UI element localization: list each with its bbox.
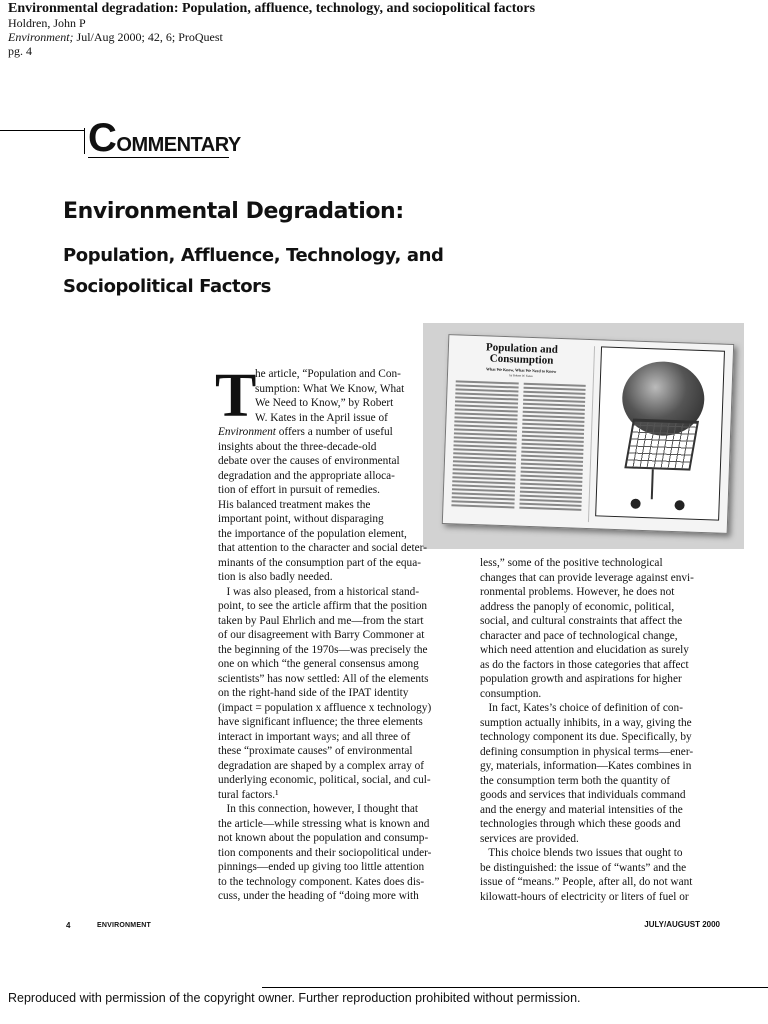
column-two xyxy=(480,556,694,904)
column-one-intro xyxy=(255,367,404,425)
column-one xyxy=(218,425,431,904)
spread-text-column xyxy=(451,380,518,510)
text-line: tion is also badly needed. xyxy=(218,571,333,583)
spread-text-columns xyxy=(451,380,585,512)
text-line: degradation and the appropriate alloca- xyxy=(218,469,395,482)
text-line: he article, “Population and Con- xyxy=(255,368,401,380)
text-line: goods and services that individuals command xyxy=(480,789,686,801)
notice-rule xyxy=(262,987,768,988)
journal-citation xyxy=(8,30,535,44)
issue-info: Jul/Aug 2000; 42, 6; ProQuest xyxy=(76,30,223,44)
page-reference: pg. 4 xyxy=(8,44,32,58)
text-line: tural factors.¹ xyxy=(218,788,279,801)
section-rule-bar xyxy=(84,128,85,154)
spread-byline: by Robert W. Kates xyxy=(509,373,533,379)
spread-gutter xyxy=(588,346,595,522)
text-line: This choice blends two issues that ought to xyxy=(480,847,683,859)
text-line: one on which “the general consensus among xyxy=(218,658,419,670)
text-line: underlying economic, political, social, and cul- xyxy=(218,774,431,786)
text-line: as do the factors in those categories that affect xyxy=(480,658,689,671)
text-line: debate over the causes of environmental xyxy=(218,455,400,467)
globe-cart-illustration xyxy=(595,346,725,520)
text-line: the beginning of the 1970s—was precisely the xyxy=(218,643,428,656)
text-line: In this connection, however, I thought that xyxy=(218,803,419,815)
spread-subtitle: What We Know, What We Need to Know xyxy=(485,366,557,374)
text-line: which need attention and elucidation as surely xyxy=(480,644,689,656)
text-line: population growth and aspirations for higher xyxy=(480,673,682,685)
text-line: the article—while stressing what is known and xyxy=(218,817,430,830)
text-line: taken by Paul Ehrlich and me—from the start xyxy=(218,614,424,627)
spread-text-column xyxy=(519,383,586,513)
text-line: and the energy and material intensities of the xyxy=(480,803,683,816)
text-line: degradation are shaped by a complex array of xyxy=(218,759,425,772)
drop-cap: T xyxy=(215,362,257,430)
text-line: ronmental problems. However, he does not xyxy=(480,586,675,598)
text-line: be distinguished: the issue of “wants” and the xyxy=(480,861,687,874)
text-line: social, and cultural constraints that affect the xyxy=(480,615,683,627)
spread-left-page xyxy=(451,341,587,521)
text-line: technologies through which these goods and xyxy=(480,818,681,830)
text-line: defining consumption in physical terms—ener- xyxy=(480,745,694,758)
text-line: In fact, Kates’s choice of definition of con- xyxy=(480,702,683,714)
text-line: services are provided. xyxy=(480,832,579,845)
cart-wheel xyxy=(674,500,684,510)
text-line: gy, materials, information—Kates combines in xyxy=(480,760,692,772)
author-name: Holdren, John P xyxy=(8,16,86,30)
text-line: of our disagreement with Barry Commoner at xyxy=(218,629,425,641)
text-line: We Need to Know,” by Robert xyxy=(255,397,394,409)
text-line: important point, without disparaging xyxy=(218,513,384,525)
spread-title xyxy=(456,341,587,368)
text-line: have significant influence; the three elements xyxy=(218,716,423,728)
article-subtitle: Population, Affluence, Technology, and Sociopolitical Factors xyxy=(63,245,444,297)
cart-stand xyxy=(651,469,654,499)
section-initial: C xyxy=(88,116,117,160)
text-line: insights about the three-decade-old xyxy=(218,440,377,453)
text-line: on the right-hand side of the IPAT identity xyxy=(218,687,409,699)
text-line: cuss, under the heading of “doing more with xyxy=(218,890,419,902)
text-line: these “proximate causes” of environmental xyxy=(218,745,413,757)
text-line: pinnings—ended up giving too little attention xyxy=(218,861,425,873)
spread-title-line2: Consumption xyxy=(489,352,554,367)
reproduction-notice: Reproduced with permission of the copyright owner. Further reproduction prohibited without permission. xyxy=(8,991,581,1005)
text-line: address the panoply of economic, political, xyxy=(480,600,675,613)
journal-name: Environment; xyxy=(8,30,74,44)
footer-page-number: 4 xyxy=(66,921,71,930)
text-line: (impact = population x affluence x technology) xyxy=(218,701,432,714)
text-line: technology component its due. Specifically, by xyxy=(480,731,692,743)
section-rule xyxy=(0,130,84,131)
text-line: not known about the population and consump- xyxy=(218,832,429,844)
text-line: to the technology component. Kates does dis- xyxy=(218,875,425,888)
spread-page xyxy=(442,334,734,534)
citation-header xyxy=(8,2,535,58)
text-line: interact in important ways; and all three of xyxy=(218,730,411,743)
text-line: sumption: What We Know, What xyxy=(255,382,405,395)
spread-title-line1: Population and xyxy=(485,341,559,356)
shopping-cart-icon xyxy=(624,419,699,471)
text-line: I was also pleased, from a historical stand- xyxy=(218,585,420,598)
text-line: tion components and their sociopolitical under- xyxy=(218,846,432,859)
text-line: that attention to the character and social deter- xyxy=(218,542,427,554)
text-line: character and pace of technological change, xyxy=(480,629,678,642)
text-line: W. Kates in the April issue of xyxy=(255,411,388,424)
document-title: Environmental degradation: Population, affluence, technology, and sociopolitical factors xyxy=(8,1,536,16)
section-label xyxy=(88,116,241,161)
text-line: issue of “means.” People, after all, do not want xyxy=(480,876,693,888)
section-underline xyxy=(88,157,229,158)
text-line: His balanced treatment makes the xyxy=(218,498,371,511)
section-rest: OMMENTARY xyxy=(116,134,241,156)
article-title: Environmental Degradation: xyxy=(63,199,404,224)
text-line: sumption actually inhibits, in a way, giving the xyxy=(480,716,692,729)
text-line: point, to see the article affirm that the position xyxy=(218,600,428,612)
text-line: the consumption term both the quantity of xyxy=(480,774,671,787)
text-line: Environment offers a number of useful xyxy=(218,426,393,438)
text-line: less,” some of the positive technological xyxy=(480,557,663,569)
text-line: consumption. xyxy=(480,687,542,700)
text-line: the importance of the population element, xyxy=(218,527,407,540)
text-line: changes that can provide leverage against envi- xyxy=(480,571,694,584)
footer-issue-date: JULY/AUGUST 2000 xyxy=(644,920,720,929)
text-line: kilowatt-hours of electricity or liters of fuel or xyxy=(480,890,689,903)
text-line: tion of effort in pursuit of remedies. xyxy=(218,484,380,496)
footer-journal-name: ENVIRONMENT xyxy=(97,922,151,929)
text-line: minants of the consumption part of the equa- xyxy=(218,556,421,569)
magazine-spread-photo xyxy=(423,323,744,549)
text-line: scientists” has now settled: All of the elements xyxy=(218,672,429,685)
cart-wheel xyxy=(630,499,640,509)
